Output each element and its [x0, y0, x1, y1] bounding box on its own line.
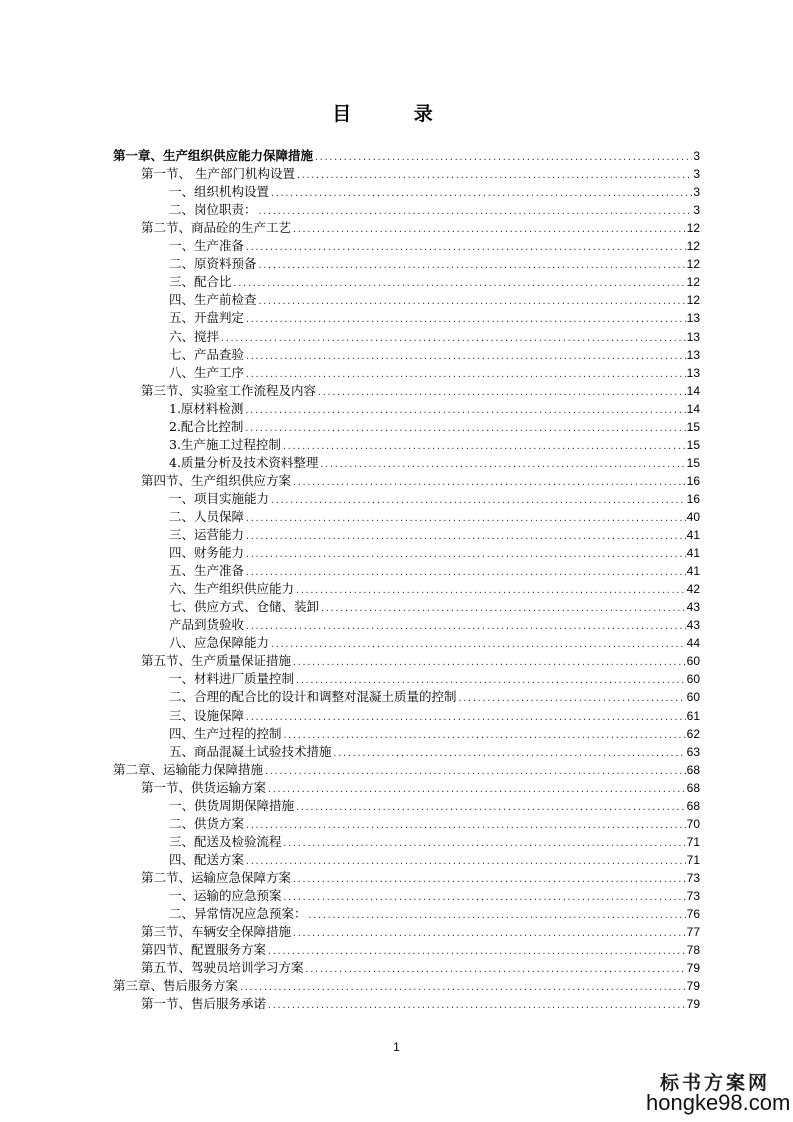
toc-entry-page: 16	[686, 491, 700, 506]
toc-entry[interactable]	[113, 471, 700, 489]
toc-entry[interactable]	[113, 272, 700, 290]
toc-entry-page: 68	[686, 780, 700, 795]
toc-leader-dots	[245, 549, 686, 561]
toc-entry-page: 76	[686, 907, 700, 922]
toc-leader-dots	[245, 856, 686, 868]
toc-entry-page: 73	[686, 870, 700, 885]
toc-entry[interactable]	[113, 994, 700, 1012]
toc-leader-dots	[245, 351, 686, 363]
toc-entry[interactable]	[113, 290, 700, 308]
toc-leader-dots	[245, 369, 686, 381]
toc-entry-label: 第三章、售后服务方案	[113, 978, 239, 994]
toc-entry[interactable]	[113, 579, 700, 597]
toc-leader-dots	[458, 693, 686, 705]
toc-entry-page: 3	[693, 149, 700, 164]
toc-entry[interactable]	[113, 507, 700, 525]
toc-entry-page: 3	[693, 167, 700, 182]
toc-entry-label: 三、配送及检验流程	[169, 833, 282, 849]
toc-leader-dots	[244, 423, 685, 435]
toc-entry[interactable]	[113, 742, 700, 760]
toc-entry[interactable]	[113, 778, 700, 796]
toc-leader-dots	[282, 441, 686, 453]
toc-entry[interactable]	[113, 543, 700, 561]
toc-leader-dots	[292, 477, 686, 489]
toc-entry[interactable]	[113, 922, 700, 940]
toc-entry[interactable]	[113, 525, 700, 543]
toc-leader-dots	[245, 513, 686, 525]
toc-leader-dots	[245, 820, 686, 832]
toc-entry[interactable]	[113, 561, 700, 579]
toc-leader-dots	[308, 910, 686, 922]
toc-entry[interactable]	[113, 164, 700, 182]
toc-entry-page: 44	[686, 636, 700, 651]
toc-leader-dots	[267, 1000, 686, 1012]
toc-leader-dots	[296, 170, 692, 182]
toc-title: 目 录	[332, 103, 461, 125]
toc-entry-page: 13	[686, 311, 700, 326]
toc-leader-dots	[292, 657, 686, 669]
toc-entry-page: 43	[686, 600, 700, 615]
toc-entry-label: 四、配送方案	[169, 851, 245, 867]
toc-entry-page: 12	[686, 221, 700, 236]
toc-entry[interactable]	[113, 399, 700, 417]
toc-leader-dots	[295, 585, 686, 597]
toc-entry[interactable]	[113, 435, 700, 453]
toc-leader-dots	[239, 982, 686, 994]
toc-entry-page: 12	[686, 275, 700, 290]
toc-entry-page: 79	[686, 961, 700, 976]
toc-leader-dots	[245, 242, 686, 254]
toc-entry[interactable]	[113, 796, 700, 814]
toc-entry-label: 一、材料进厂质量控制	[169, 671, 295, 687]
toc-entry[interactable]	[113, 326, 700, 344]
toc-leader-dots	[270, 495, 686, 507]
toc-leader-dots	[267, 784, 686, 796]
toc-entry[interactable]	[113, 597, 700, 615]
toc-entry-page: 14	[686, 401, 700, 416]
toc-entry-label: 第四节、生产组织供应方案	[141, 472, 292, 488]
toc-entry[interactable]	[113, 958, 700, 976]
toc-entry-label: 八、生产工序	[169, 364, 245, 380]
toc-entry-page: 41	[686, 564, 700, 579]
toc-entry-page: 3	[693, 185, 700, 200]
toc-leader-dots	[292, 874, 686, 886]
toc-entry-page: 12	[686, 239, 700, 254]
toc-entry[interactable]	[113, 633, 700, 651]
toc-leader-dots	[270, 188, 692, 200]
toc-leader-dots	[314, 152, 692, 164]
toc-entry-page: 71	[686, 834, 700, 849]
toc-entry-label: 四、生产过程的控制	[169, 725, 282, 741]
toc-leader-dots	[317, 387, 686, 399]
toc-entry-label: 三、运营能力	[169, 527, 245, 543]
toc-entry-label: 第五节、生产质量保证措施	[141, 653, 292, 669]
toc-entry-label: 五、商品混凝土试验技术措施	[169, 743, 332, 759]
toc-entry[interactable]	[113, 218, 700, 236]
toc-entry[interactable]	[113, 308, 700, 326]
toc-entry-page: 61	[686, 708, 700, 723]
toc-entry[interactable]	[113, 705, 700, 723]
toc-entry-page: 42	[686, 582, 700, 597]
toc-leader-dots	[245, 314, 686, 326]
toc-entry[interactable]	[113, 886, 700, 904]
page-number: 1	[393, 1040, 400, 1054]
toc-entry[interactable]	[113, 669, 700, 687]
table-of-contents	[113, 146, 700, 1012]
toc-entry[interactable]	[113, 814, 700, 832]
toc-entry[interactable]	[113, 363, 700, 381]
toc-entry-label: 七、供应方式、仓储、装卸	[169, 599, 320, 615]
toc-entry-page: 79	[686, 997, 700, 1012]
toc-leader-dots	[270, 639, 686, 651]
toc-entry-label: 第四节、配置服务方案	[141, 942, 267, 958]
toc-entry-label: 六、生产组织供应能力	[169, 581, 295, 597]
toc-leader-dots	[283, 892, 686, 904]
toc-entry[interactable]	[113, 345, 700, 363]
toc-leader-dots	[245, 531, 686, 543]
toc-entry[interactable]	[113, 489, 700, 507]
toc-entry-page: 15	[686, 437, 700, 452]
toc-entry[interactable]	[113, 236, 700, 254]
toc-leader-dots	[245, 621, 686, 633]
toc-leader-dots	[295, 675, 686, 687]
watermark-name: 标书方案网	[660, 1072, 771, 1094]
toc-leader-dots	[283, 838, 686, 850]
toc-entry[interactable]	[113, 940, 700, 958]
toc-entry-page: 78	[686, 943, 700, 958]
toc-leader-dots	[258, 260, 686, 272]
toc-leader-dots	[258, 296, 686, 308]
toc-entry[interactable]	[113, 417, 700, 435]
toc-entry-label: 一、运输的应急预案	[169, 887, 282, 903]
toc-entry[interactable]	[113, 850, 700, 868]
toc-entry-page: 16	[686, 473, 700, 488]
toc-entry-label: 一、生产准备	[169, 238, 245, 254]
toc-entry[interactable]	[113, 200, 700, 218]
toc-entry[interactable]	[113, 381, 700, 399]
toc-entry-label: 第三节、车辆安全保障措施	[141, 924, 292, 940]
toc-entry[interactable]	[113, 976, 700, 994]
toc-leader-dots	[245, 712, 686, 724]
toc-entry-page: 12	[686, 257, 700, 272]
toc-entry-label: 四、财务能力	[169, 545, 245, 561]
toc-entry-page: 43	[686, 618, 700, 633]
toc-entry-label: 二、人员保障	[169, 508, 245, 524]
toc-entry[interactable]	[113, 760, 700, 778]
toc-entry[interactable]	[113, 687, 700, 705]
toc-leader-dots	[283, 730, 686, 742]
toc-entry-label: 三、设施保障	[169, 707, 245, 723]
toc-entry-label: 第三节、实验室工作流程及内容	[141, 382, 317, 398]
toc-entry-label: 二、合理的配合比的设计和调整对混凝土质量的控制	[169, 689, 457, 705]
toc-entry-label: 第一章、生产组织供应能力保障措施	[113, 148, 314, 164]
toc-entry[interactable]	[113, 724, 700, 742]
toc-entry-page: 13	[686, 347, 700, 362]
toc-entry[interactable]	[113, 868, 700, 886]
toc-entry[interactable]	[113, 453, 700, 471]
toc-entry-label: 八、应急保障能力	[169, 635, 270, 651]
toc-entry[interactable]	[113, 254, 700, 272]
toc-entry-page: 70	[686, 816, 700, 831]
toc-entry-page: 62	[686, 726, 700, 741]
toc-entry-page: 68	[686, 798, 700, 813]
toc-entry-page: 15	[686, 419, 700, 434]
toc-entry-label: 二、岗位职责：	[169, 202, 257, 218]
toc-leader-dots	[333, 748, 686, 760]
toc-entry-page: 73	[686, 888, 700, 903]
toc-entry-page: 60	[686, 672, 700, 687]
toc-entry-label: 三、配合比	[169, 274, 232, 290]
toc-entry-page: 63	[686, 744, 700, 759]
toc-leader-dots	[305, 964, 686, 976]
toc-entry-page: 40	[686, 509, 700, 524]
toc-entry-page: 60	[686, 690, 700, 705]
toc-entry-page: 79	[686, 979, 700, 994]
watermark-url: hongke98.com	[646, 1090, 791, 1115]
toc-entry-label: 4.质量分析及技术资料整理	[169, 454, 319, 470]
toc-leader-dots	[244, 405, 685, 417]
toc-entry-page: 12	[686, 293, 700, 308]
toc-entry-label: 第一节、 生产部门机构设置	[141, 166, 295, 182]
toc-entry-label: 一、项目实施能力	[169, 490, 270, 506]
toc-leader-dots	[267, 946, 686, 958]
toc-leader-dots	[220, 333, 686, 345]
toc-leader-dots	[319, 459, 685, 471]
toc-entry-label: 二、供货方案	[169, 815, 245, 831]
toc-leader-dots	[258, 206, 693, 218]
toc-entry-label: 五、生产准备	[169, 563, 245, 579]
toc-entry[interactable]	[113, 832, 700, 850]
toc-entry-label: 七、产品查验	[169, 346, 245, 362]
toc-entry-label: 产品到货验收	[169, 617, 245, 633]
toc-entry-label: 六、搅拌	[169, 328, 220, 344]
toc-entry-label: 第二章、运输能力保障措施	[113, 761, 264, 777]
toc-entry-page: 77	[686, 925, 700, 940]
toc-leader-dots	[245, 567, 686, 579]
toc-leader-dots	[295, 802, 686, 814]
toc-entry-label: 四、生产前检查	[169, 292, 257, 308]
toc-entry[interactable]	[113, 651, 700, 669]
toc-entry-label: 第二节、商品砼的生产工艺	[141, 220, 292, 236]
toc-entry-page: 71	[686, 852, 700, 867]
toc-leader-dots	[292, 928, 686, 940]
toc-entry-page: 41	[686, 528, 700, 543]
toc-entry-label: 一、供货周期保障措施	[169, 797, 295, 813]
toc-entry-page: 41	[686, 546, 700, 561]
toc-entry-label: 3.生产施工过程控制	[169, 436, 281, 452]
toc-entry-page: 15	[686, 455, 700, 470]
toc-entry[interactable]	[113, 182, 700, 200]
toc-entry-label: 二、原资料预备	[169, 256, 257, 272]
toc-leader-dots	[264, 766, 686, 778]
toc-entry-page: 3	[693, 203, 700, 218]
toc-entry-label: 第五节、驾驶员培训学习方案	[141, 960, 304, 976]
toc-entry[interactable]	[113, 615, 700, 633]
toc-entry-label: 第二节、运输应急保障方案	[141, 869, 292, 885]
toc-entry-label: 第一节、售后服务承诺	[141, 996, 267, 1012]
toc-entry[interactable]	[113, 146, 700, 164]
toc-leader-dots	[320, 603, 686, 615]
toc-entry-page: 68	[686, 762, 700, 777]
toc-entry-page: 60	[686, 654, 700, 669]
toc-leader-dots	[292, 224, 686, 236]
toc-entry-label: 五、开盘判定	[169, 310, 245, 326]
toc-entry-label: 第一节、供货运输方案	[141, 779, 267, 795]
toc-entry-page: 13	[686, 329, 700, 344]
toc-entry[interactable]	[113, 904, 700, 922]
toc-entry-label: 二、异常情况应急预案：	[169, 906, 307, 922]
toc-entry-label: 一、组织机构设置	[169, 184, 270, 200]
toc-leader-dots	[233, 278, 686, 290]
toc-entry-page: 13	[686, 365, 700, 380]
toc-entry-page: 14	[686, 383, 700, 398]
toc-entry-label: 1.原材料检测	[169, 400, 244, 416]
toc-entry-label: 2.配合比控制	[169, 418, 244, 434]
